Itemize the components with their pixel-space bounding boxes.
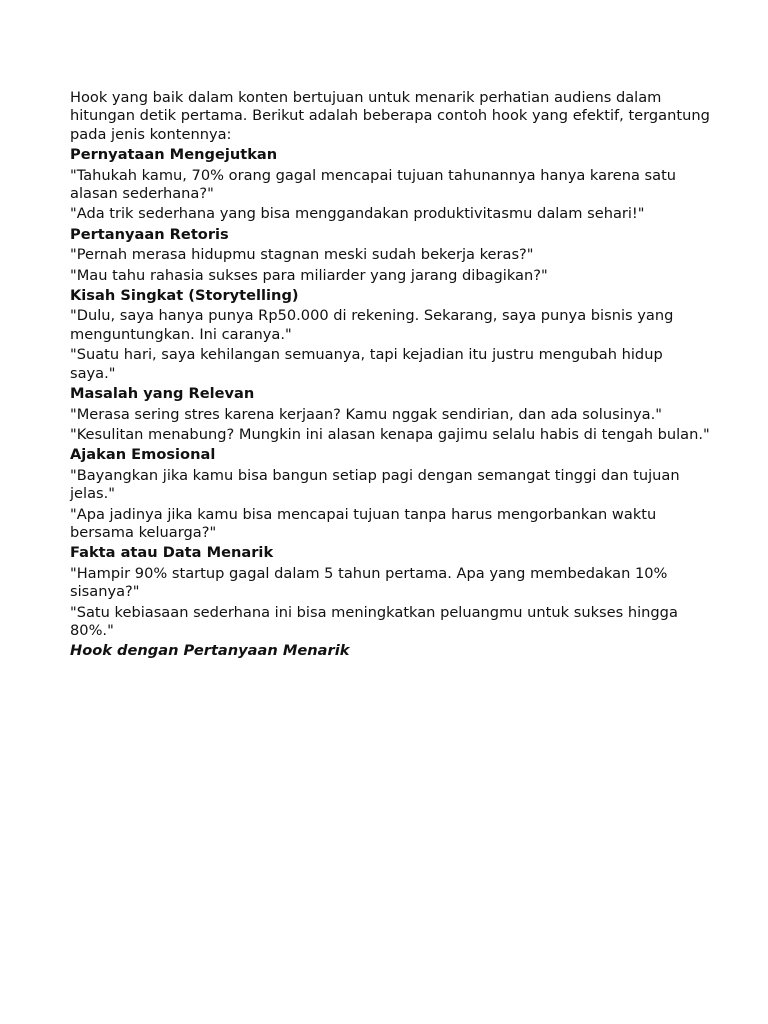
section-5	[70, 446, 710, 542]
section-heading: Pertanyaan Retoris	[70, 225, 229, 243]
example-quote: "Apa jadinya jika kamu bisa mencapai tujuan tanpa harus mengorbankan waktu bersama keluarga?"	[70, 505, 657, 541]
example-quote: "Hampir 90% startup gagal dalam 5 tahun pertama. Apa yang membedakan 10% sisanya?"	[70, 564, 668, 601]
section-heading: Masalah yang Relevan	[70, 385, 255, 403]
section-3	[70, 287, 710, 383]
example-quote: "Dulu, saya hanya punya Rp50.000 di rekening. Sekarang, saya punya bisnis yang menguntungkan. Ini caranya."	[70, 307, 674, 343]
document-page	[70, 89, 710, 663]
section-4	[70, 385, 710, 444]
section-heading: Pernyataan Mengejutkan	[70, 146, 278, 164]
example-quote: "Tahukah kamu, 70% orang gagal mencapai tujuan tahunannya hanya karena satu alasan sederhana?"	[70, 166, 677, 203]
example-quote: "Suatu hari, saya kehilangan semuanya, tapi kejadian itu justru mengubah hidup saya."	[70, 346, 663, 382]
section-2	[70, 226, 710, 285]
example-quote: "Kesulitan menabung? Mungkin ini alasan kenapa gajimu selalu habis di tengah bulan."	[70, 425, 710, 443]
example-quote: "Merasa sering stres karena kerjaan? Kamu nggak sendirian, dan ada solusinya."	[70, 405, 662, 423]
section-heading: Kisah Singkat (Storytelling)	[70, 287, 299, 305]
section-heading: Fakta atau Data Menarik	[70, 544, 274, 562]
final-section-heading: Hook dengan Pertanyaan Menarik	[70, 642, 350, 660]
example-quote: "Mau tahu rahasia sukses para miliarder yang jarang dibagikan?"	[70, 266, 548, 284]
section-6	[70, 544, 710, 640]
example-quote: "Bayangkan jika kamu bisa bangun setiap pagi dengan semangat tinggi dan tujuan jelas."	[70, 466, 680, 503]
section-heading: Ajakan Emosional	[70, 446, 216, 464]
example-quote: "Pernah merasa hidupmu stagnan meski sudah bekerja keras?"	[70, 246, 534, 264]
section-1	[70, 146, 710, 224]
example-quote: "Satu kebiasaan sederhana ini bisa meningkatkan peluangmu untuk sukses hingga 80%."	[70, 603, 678, 639]
example-quote: "Ada trik sederhana yang bisa menggandakan produktivitasmu dalam sehari!"	[70, 205, 645, 223]
intro-paragraph: Hook yang baik dalam konten bertujuan untuk menarik perhatian audiens dalam hitungan detik pertama. Berikut adalah beberapa contoh hook yang efektif, tergantung pada jenis kontennya:	[70, 89, 710, 143]
